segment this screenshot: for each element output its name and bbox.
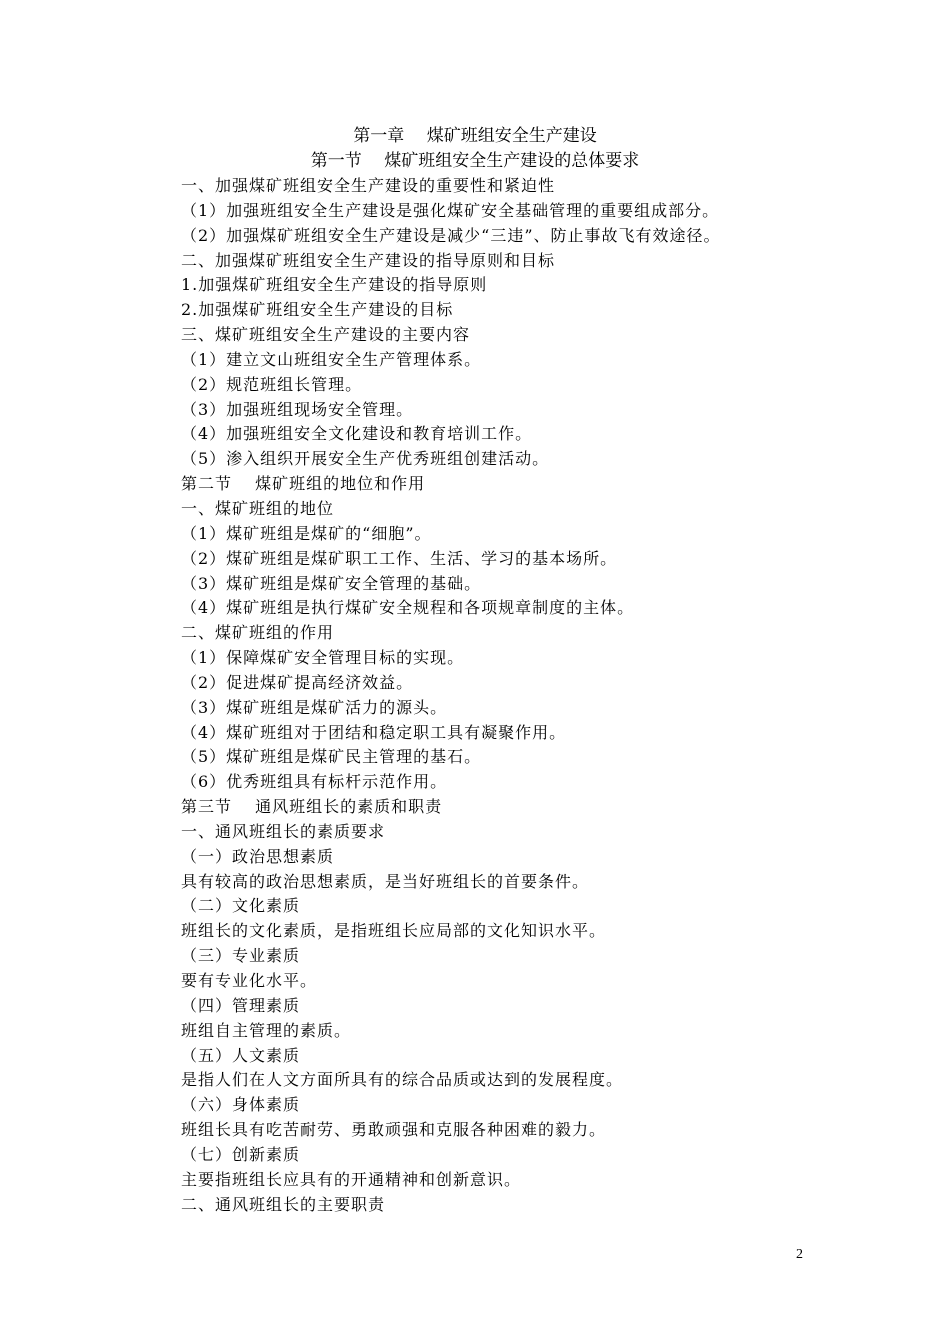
text-line: （4）煤矿班组是执行煤矿安全规程和各项规章制度的主体。 (181, 598, 635, 618)
text-line: 要有专业化水平。 (181, 971, 318, 990)
text-line: （1）建立文山班组安全生产管理体系。 (181, 349, 482, 369)
text-line: （1）保障煤矿安全管理目标的实现。 (181, 648, 465, 668)
text-line: （三）专业素质 (181, 946, 301, 966)
text-line: 具有较高的政治思想素质，是当好班组长的首要条件。 (181, 871, 590, 891)
text-line: （2）加强煤矿班组安全生产建设是减少“三违”、防止事故飞有效途径。 (181, 225, 721, 245)
text-line: 二、通风班组长的主要职责 (181, 1194, 386, 1214)
text-line: （4）加强班组安全文化建设和教育培训工作。 (181, 424, 533, 444)
text-line: （一）政治思想素质 (181, 846, 335, 866)
text-line: 班组自主管理的素质。 (181, 1020, 352, 1040)
text-line: 一、煤矿班组的地位 (181, 498, 335, 518)
text-line: （5）煤矿班组是煤矿民主管理的基石。 (181, 747, 482, 767)
text-line: 班组长的文化素质，是指班组长应局部的文化知识水平。 (181, 921, 607, 941)
text-line: （3）煤矿班组是煤矿安全管理的基础。 (181, 573, 482, 593)
text-line: （2）促进煤矿提高经济效益。 (181, 672, 414, 692)
text-line: 一、通风班组长的素质要求 (181, 821, 386, 841)
text-line: （6）优秀班组具有标杆示范作用。 (181, 772, 448, 792)
text-line: （4）煤矿班组对于团结和稳定职工具有凝聚作用。 (181, 722, 567, 742)
text-line: （四）管理素质 (181, 995, 301, 1015)
text-line: （5）渗入组织开展安全生产优秀班组创建活动。 (181, 449, 550, 469)
text-line: 1.加强煤矿班组安全生产建设的指导原则 (181, 275, 488, 295)
text-line: 第三节 通风班组长的素质和职责 (181, 797, 443, 817)
text-line: 第二节 煤矿班组的地位和作用 (181, 474, 426, 494)
chapter-title: 第一章 煤矿班组安全生产建设 (353, 126, 597, 146)
section-title: 第一节 煤矿班组安全生产建设的总体要求 (310, 151, 640, 171)
text-line: （五）人文素质 (181, 1045, 301, 1065)
body-text (181, 174, 821, 1217)
text-line: 班组长具有吃苦耐劳、勇敢顽强和克服各种困难的毅力。 (181, 1120, 607, 1140)
text-line: （3）煤矿班组是煤矿活力的源头。 (181, 697, 448, 717)
text-line: （3）加强班组现场安全管理。 (181, 399, 414, 419)
text-line: 主要指班组长应具有的开通精神和创新意识。 (181, 1169, 522, 1189)
text-line: （二）文化素质 (181, 896, 301, 916)
text-line: （1）加强班组安全生产建设是强化煤矿安全基础管理的重要组成部分。 (181, 200, 720, 220)
text-line: 二、加强煤矿班组安全生产建设的指导原则和目标 (181, 250, 556, 270)
text-line: 三、煤矿班组安全生产建设的主要内容 (181, 325, 471, 345)
text-line: （七）创新素质 (181, 1144, 301, 1164)
page-number: 2 (796, 1247, 803, 1262)
text-line: （1）煤矿班组是煤矿的“细胞”。 (181, 523, 432, 543)
text-line: （六）身体素质 (181, 1095, 301, 1115)
text-line: 2.加强煤矿班组安全生产建设的目标 (181, 300, 454, 320)
text-line: 二、煤矿班组的作用 (181, 623, 335, 643)
headings-block (0, 124, 950, 174)
text-line: 一、加强煤矿班组安全生产建设的重要性和紧迫性 (181, 176, 556, 195)
text-line: 是指人们在人文方面所具有的综合品质或达到的发展程度。 (181, 1070, 624, 1090)
text-line: （2）煤矿班组是煤矿职工工作、生活、学习的基本场所。 (181, 548, 618, 568)
text-line: （2）规范班组长管理。 (181, 374, 363, 394)
